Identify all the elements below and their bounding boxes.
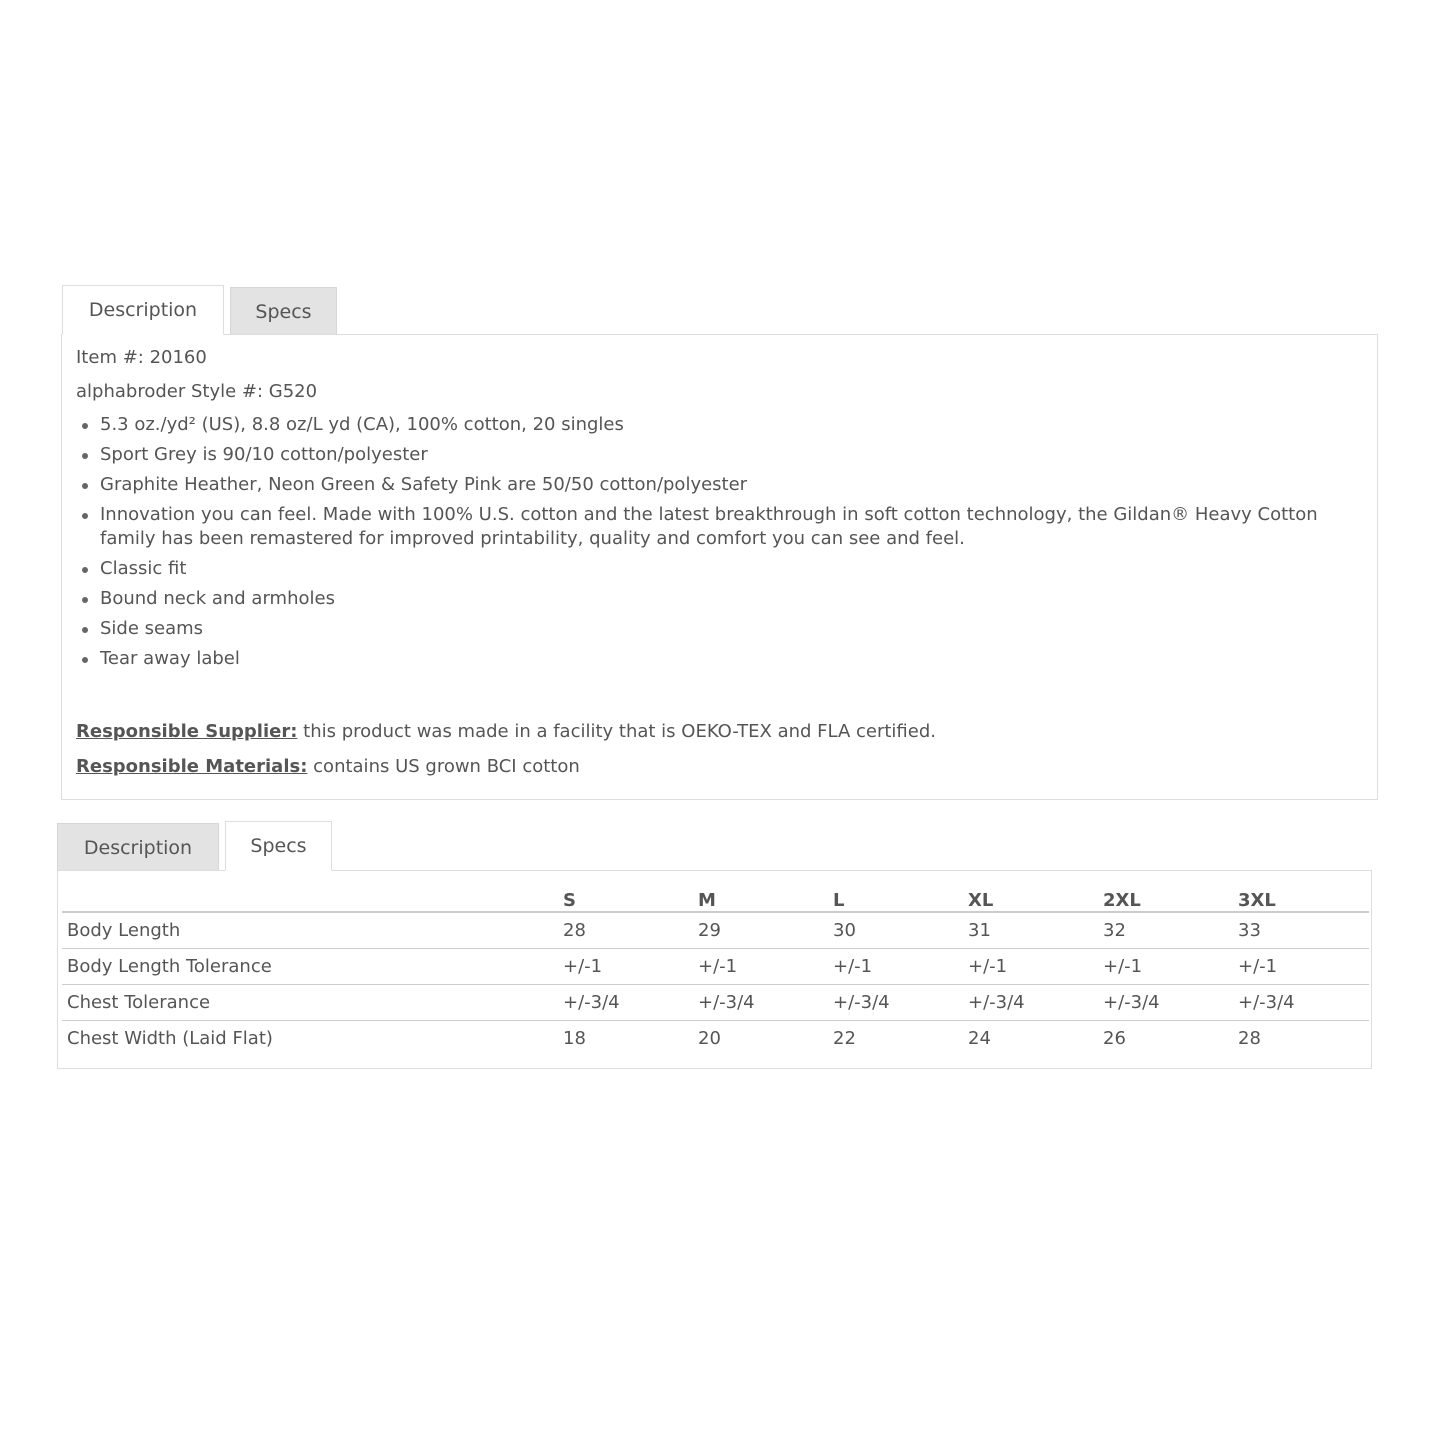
style-number-label: alphabroder Style #: [76, 381, 264, 402]
tab-description[interactable]: Description [57, 823, 219, 871]
responsible-materials [76, 754, 1363, 780]
table-cell: 30 [828, 912, 963, 949]
table-cell: 28 [558, 912, 693, 949]
tab-description[interactable]: Description [62, 285, 224, 335]
size-spec-table [62, 881, 1369, 1056]
table-cell: +/-1 [1233, 949, 1369, 985]
column-header: 3XL [1233, 881, 1369, 912]
feature-item: Classic fit [100, 557, 1363, 581]
table-cell: +/-3/4 [963, 985, 1098, 1021]
table-cell: 18 [563, 1028, 586, 1049]
feature-list [76, 413, 1363, 670]
column-header: S [558, 881, 693, 912]
feature-item: Sport Grey is 90/10 cotton/polyester [100, 443, 1363, 467]
table-cell: 24 [968, 1028, 991, 1049]
column-header: XL [963, 881, 1098, 912]
table-cell: 26 [1103, 1028, 1126, 1049]
specs-panel [57, 870, 1372, 1069]
column-header: L [828, 881, 963, 912]
feature-item: Side seams [100, 617, 1363, 641]
table-row [62, 985, 1369, 1021]
row-label: Chest Tolerance [62, 985, 558, 1021]
feature-item: Tear away label [100, 647, 1363, 671]
description-panel [61, 334, 1378, 800]
feature-item: Innovation you can feel. Made with 100% U.S. cotton and the latest breakthrough in soft cotton technology, the Gildan® Heavy Cotton family has been remastered for improved printability, quality and comfort you can see and feel. [100, 503, 1363, 550]
table-cell: +/-1 [828, 949, 963, 985]
feature-item: 5.3 oz./yd² (US), 8.8 oz/L yd (CA), 100% cotton, 20 singles [100, 413, 1363, 437]
responsible-materials-text: contains US grown BCI cotton [313, 755, 580, 777]
row-label: Body Length [62, 912, 558, 949]
table-cell: +/-3/4 [828, 985, 963, 1021]
table-cell: +/-3/4 [693, 985, 828, 1021]
specs-section-tabs [57, 821, 332, 871]
table-cell: 22 [833, 1028, 856, 1049]
column-header: 2XL [1098, 881, 1233, 912]
table-cell: +/-1 [693, 949, 828, 985]
table-cell: 28 [1238, 1028, 1261, 1049]
tab-specs[interactable]: Specs [225, 821, 332, 871]
table-cell: +/-3/4 [558, 985, 693, 1021]
responsible-supplier [76, 719, 1363, 745]
table-cell: 29 [693, 912, 828, 949]
responsible-supplier-label: Responsible Supplier: [76, 720, 298, 742]
table-cell: 20 [698, 1028, 721, 1049]
table-row [62, 1021, 1369, 1057]
table-cell: 32 [1098, 912, 1233, 949]
table-cell: +/-1 [558, 949, 693, 985]
item-number-line [76, 345, 1363, 371]
row-label: Body Length Tolerance [62, 949, 558, 985]
feature-item: Graphite Heather, Neon Green & Safety Pink are 50/50 cotton/polyester [100, 473, 1363, 497]
column-header [62, 881, 558, 912]
description-section-tabs [62, 285, 337, 335]
table-cell: 33 [1233, 912, 1369, 949]
table-cell: +/-3/4 [1098, 985, 1233, 1021]
row-label: Chest Width (Laid Flat) [67, 1028, 273, 1049]
table-cell: +/-1 [963, 949, 1098, 985]
item-number-value: 20160 [149, 347, 207, 368]
table-cell: +/-1 [1098, 949, 1233, 985]
table-cell: 31 [963, 912, 1098, 949]
table-header-row [62, 881, 1369, 912]
item-number-label: Item #: [76, 347, 144, 368]
table-cell: +/-3/4 [1233, 985, 1369, 1021]
style-number-value: G520 [268, 381, 318, 402]
feature-item: Bound neck and armholes [100, 587, 1363, 611]
column-header: M [693, 881, 828, 912]
responsible-materials-label: Responsible Materials: [76, 755, 308, 777]
responsible-supplier-text: this product was made in a facility that is OEKO-TEX and FLA certified. [303, 720, 936, 742]
tab-specs[interactable]: Specs [230, 287, 337, 335]
table-row [62, 949, 1369, 985]
table-row [62, 912, 1369, 949]
style-number-line [76, 379, 1363, 405]
